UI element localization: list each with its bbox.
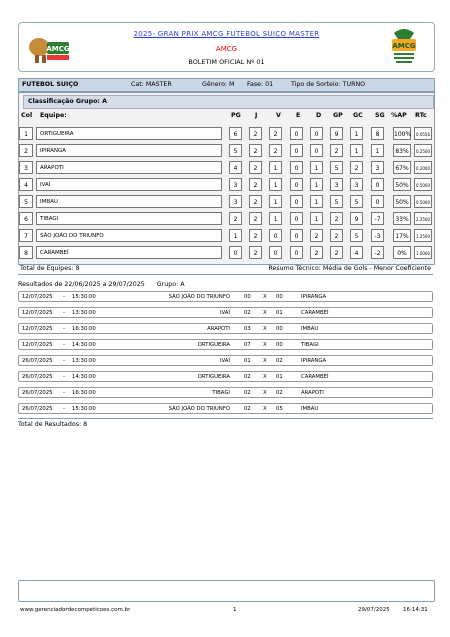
- cell-j: 2: [249, 127, 262, 140]
- home-score: 02: [244, 310, 251, 316]
- match-row: [18, 323, 433, 334]
- cell-gc: 1: [350, 144, 363, 157]
- draw-type: Tipo de Sorteio: TURNO: [291, 81, 366, 88]
- sport-name: FUTEBOL SUIÇO: [22, 81, 79, 88]
- cell-team: IPIRANGA: [36, 144, 222, 157]
- cell-d: 2: [310, 229, 323, 242]
- cell-pos: 5: [19, 195, 33, 208]
- home-score: 02: [244, 390, 251, 396]
- cell-gp: 2: [330, 229, 343, 242]
- col-header: GC: [353, 112, 363, 119]
- cell-d: 1: [310, 161, 323, 174]
- total-teams: Total de Equipes: 8: [20, 265, 80, 272]
- cell-pg: 6: [229, 127, 242, 140]
- away-team: IPIRANGA: [301, 294, 327, 300]
- away-score: 00: [276, 294, 283, 300]
- cell-ap: 17%: [393, 229, 411, 242]
- cell-sg: -3: [371, 229, 384, 242]
- results-period: Resultados de 22/06/2025 a 29/07/2025: [18, 281, 145, 288]
- separator: -: [63, 294, 65, 300]
- home-score: 02: [244, 374, 251, 380]
- home-team: IVAÍ: [219, 310, 230, 316]
- group-title: Classificação Grupo: A: [23, 95, 434, 109]
- cell-e: 0: [290, 246, 303, 259]
- report-header: [18, 22, 435, 72]
- home-score: 01: [244, 358, 251, 364]
- match-date: 26/07/2025: [22, 390, 53, 396]
- match-row: [18, 387, 433, 398]
- cell-sg: -7: [371, 212, 384, 225]
- cell-j: 2: [249, 161, 262, 174]
- cell-d: 0: [310, 127, 323, 140]
- cell-j: 2: [249, 246, 262, 259]
- cell-pos: 1: [19, 127, 33, 140]
- match-date: 26/07/2025: [22, 374, 53, 380]
- col-header: RTc: [415, 112, 427, 119]
- technical-summary: Resumo Técnico: Média de Gols - Menor Coeficiente: [268, 265, 431, 272]
- cell-rtc: 2.2500: [414, 212, 432, 225]
- match-date: 26/07/2025: [22, 358, 53, 364]
- match-time: 14:30:00: [72, 374, 96, 380]
- match-date: 12/07/2025: [22, 326, 53, 332]
- cell-gp: 5: [330, 161, 343, 174]
- cell-ap: 83%: [393, 144, 411, 157]
- cell-e: 0: [290, 212, 303, 225]
- svg-text:AMCG: AMCG: [46, 45, 70, 53]
- separator: -: [63, 342, 65, 348]
- match-row: [18, 339, 433, 350]
- cell-d: 2: [310, 246, 323, 259]
- home-team: IVAÍ: [219, 358, 230, 364]
- organization-name: AMCG: [215, 45, 238, 53]
- cell-v: 2: [269, 127, 282, 140]
- cell-pos: 7: [19, 229, 33, 242]
- versus: X: [263, 406, 267, 412]
- cell-team: TIBAGI: [36, 212, 222, 225]
- competition-info-bar: [18, 78, 435, 92]
- cell-j: 2: [249, 212, 262, 225]
- footer-date: 29/07/2025: [358, 607, 390, 613]
- cell-v: 2: [269, 144, 282, 157]
- home-score: 03: [244, 326, 251, 332]
- results-total: Total de Resultados: 8: [18, 418, 433, 430]
- away-score: 01: [276, 374, 283, 380]
- cell-ap: 50%: [393, 178, 411, 191]
- home-score: 02: [244, 406, 251, 412]
- cell-pg: 0: [229, 246, 242, 259]
- match-row: [18, 291, 433, 302]
- cell-gp: 5: [330, 195, 343, 208]
- footer-time: 16:14:31: [403, 607, 428, 613]
- home-team: ORTIGUEIRA: [197, 374, 230, 380]
- gender: Gênero: M: [202, 81, 235, 88]
- results-heading: [18, 281, 185, 288]
- versus: X: [263, 294, 267, 300]
- cell-e: 0: [290, 161, 303, 174]
- col-header: SG: [375, 112, 385, 119]
- cell-team: IMBAU: [36, 195, 222, 208]
- col-header: V: [276, 112, 281, 119]
- cell-e: 0: [290, 144, 303, 157]
- cell-rtc: 0.0556: [414, 127, 432, 140]
- cell-gc: 2: [350, 161, 363, 174]
- versus: X: [263, 358, 267, 364]
- cell-gc: 5: [350, 195, 363, 208]
- cell-j: 2: [249, 178, 262, 191]
- svg-text:AMCG: AMCG: [392, 42, 416, 50]
- cell-ap: 50%: [393, 195, 411, 208]
- cell-gc: 3: [350, 178, 363, 191]
- cell-pos: 3: [19, 161, 33, 174]
- away-score: 00: [276, 342, 283, 348]
- cell-pos: 8: [19, 246, 33, 259]
- away-score: 05: [276, 406, 283, 412]
- cell-gc: 1: [350, 127, 363, 140]
- match-time: 14:30:00: [72, 342, 96, 348]
- table-row: [19, 246, 434, 261]
- col-header: GP: [333, 112, 343, 119]
- page-number: 1: [233, 607, 237, 613]
- table-row: [19, 161, 434, 176]
- category: Cat: MASTER: [131, 81, 172, 88]
- standings-totals: [18, 263, 433, 275]
- match-date: 12/07/2025: [22, 342, 53, 348]
- bulletin-number: BOLETIM OFICIAL Nº 01: [188, 58, 265, 66]
- home-score: 07: [244, 342, 251, 348]
- cell-gp: 2: [330, 144, 343, 157]
- home-team: ARAPOTI: [207, 326, 230, 332]
- away-score: 01: [276, 310, 283, 316]
- match-row: [18, 355, 433, 366]
- cell-gc: 4: [350, 246, 363, 259]
- cell-team: ORTIGUEIRA: [36, 127, 222, 140]
- col-header: Equipe:: [40, 112, 67, 119]
- cell-sg: 0: [371, 195, 384, 208]
- amcg-campos-gerais-logo: [380, 25, 428, 69]
- cell-sg: 8: [371, 127, 384, 140]
- versus: X: [263, 374, 267, 380]
- col-header: D: [316, 112, 322, 119]
- cell-ap: 0%: [393, 246, 411, 259]
- cell-pg: 4: [229, 161, 242, 174]
- col-header: %AP: [391, 112, 407, 119]
- cell-pg: 1: [229, 229, 242, 242]
- away-team: IMBAU: [301, 326, 319, 332]
- cell-pos: 4: [19, 178, 33, 191]
- table-header: [19, 112, 434, 122]
- versus: X: [263, 310, 267, 316]
- cell-rtc: 1.0000: [414, 246, 432, 259]
- cell-team: IVAÍ: [36, 178, 222, 191]
- footer-site-link[interactable]: www.gerenciadordecompeticoes.com.br: [20, 607, 131, 613]
- away-team: IPIRANGA: [301, 358, 327, 364]
- col-header: PG: [231, 112, 241, 119]
- col-header: E: [296, 112, 301, 119]
- away-score: 02: [276, 358, 283, 364]
- table-row: [19, 144, 434, 159]
- cell-v: 1: [269, 195, 282, 208]
- cell-gc: 5: [350, 229, 363, 242]
- away-team: IMBAU: [301, 406, 319, 412]
- versus: X: [263, 326, 267, 332]
- cell-pg: 2: [229, 212, 242, 225]
- match-time: 13:30:00: [72, 310, 96, 316]
- cell-gc: 9: [350, 212, 363, 225]
- cell-pos: 2: [19, 144, 33, 157]
- cell-d: 1: [310, 195, 323, 208]
- separator: -: [63, 326, 65, 332]
- cell-sg: 0: [371, 178, 384, 191]
- tournament-title[interactable]: 2025- GRAN PRIX AMCG FUTEBOL SUIÇO MASTER: [133, 30, 320, 38]
- cell-e: 0: [290, 178, 303, 191]
- versus: X: [263, 390, 267, 396]
- away-team: TIBAGI: [301, 342, 319, 348]
- separator: -: [63, 310, 65, 316]
- cell-ap: 100%: [393, 127, 411, 140]
- cell-e: 0: [290, 229, 303, 242]
- away-score: 02: [276, 390, 283, 396]
- cell-team: CARAMBEÍ: [36, 246, 222, 259]
- table-row: [19, 195, 434, 210]
- col-header: Col: [21, 112, 33, 119]
- cell-rtc: 0.2500: [414, 144, 432, 157]
- cell-j: 2: [249, 195, 262, 208]
- home-team: ORTIGUEIRA: [197, 342, 230, 348]
- cell-e: 0: [290, 127, 303, 140]
- cell-pg: 3: [229, 178, 242, 191]
- table-row: [19, 212, 434, 227]
- table-row: [19, 229, 434, 244]
- cell-v: 1: [269, 212, 282, 225]
- cell-v: 0: [269, 246, 282, 259]
- cell-pg: 5: [229, 144, 242, 157]
- cell-rtc: 0.2000: [414, 161, 432, 174]
- cell-gp: 3: [330, 178, 343, 191]
- home-score: 00: [244, 294, 251, 300]
- match-row: [18, 403, 433, 414]
- cell-d: 0: [310, 144, 323, 157]
- results-group: Grupo: A: [156, 281, 185, 288]
- cell-ap: 67%: [393, 161, 411, 174]
- separator: -: [63, 390, 65, 396]
- cell-v: 1: [269, 178, 282, 191]
- match-date: 26/07/2025: [22, 406, 53, 412]
- table-row: [19, 178, 434, 193]
- match-date: 12/07/2025: [22, 294, 53, 300]
- cell-j: 2: [249, 144, 262, 157]
- cell-gp: 2: [330, 212, 343, 225]
- table-row: [19, 127, 434, 142]
- cell-v: 1: [269, 161, 282, 174]
- away-score: 00: [276, 326, 283, 332]
- cell-team: SÃO JOÃO DO TRIUNFO: [36, 229, 222, 242]
- separator: -: [63, 374, 65, 380]
- cell-pos: 6: [19, 212, 33, 225]
- match-row: [18, 307, 433, 318]
- match-time: 15:30:00: [72, 294, 96, 300]
- match-time: 16:30:00: [72, 390, 96, 396]
- col-header: J: [255, 112, 258, 119]
- away-team: ARAPOTI: [301, 390, 324, 396]
- phase: Fase: 01: [247, 81, 274, 88]
- cell-pg: 3: [229, 195, 242, 208]
- match-time: 13:30:00: [72, 358, 96, 364]
- cell-ap: 33%: [393, 212, 411, 225]
- home-team: TIBAGI: [212, 390, 230, 396]
- standings-table: [18, 92, 435, 265]
- match-row: [18, 371, 433, 382]
- cell-j: 2: [249, 229, 262, 242]
- cell-v: 0: [269, 229, 282, 242]
- cell-gp: 2: [330, 246, 343, 259]
- cell-d: 1: [310, 212, 323, 225]
- cell-e: 0: [290, 195, 303, 208]
- notes-box: [18, 580, 435, 602]
- cell-sg: -2: [371, 246, 384, 259]
- versus: X: [263, 342, 267, 348]
- separator: -: [63, 406, 65, 412]
- cell-sg: 3: [371, 161, 384, 174]
- match-time: 16:30:00: [72, 326, 96, 332]
- home-team: SÃO JOÃO DO TRIUNFO: [168, 406, 230, 412]
- cell-team: ARAPOTI: [36, 161, 222, 174]
- cell-d: 1: [310, 178, 323, 191]
- match-time: 15:30:00: [72, 406, 96, 412]
- match-date: 12/07/2025: [22, 310, 53, 316]
- cell-rtc: 0.5000: [414, 178, 432, 191]
- away-team: CARAMBEÍ: [301, 310, 329, 316]
- cell-rtc: 1.2500: [414, 229, 432, 242]
- away-team: CARAMBEÍ: [301, 374, 329, 380]
- cell-sg: 1: [371, 144, 384, 157]
- cell-rtc: 0.5000: [414, 195, 432, 208]
- cell-gp: 9: [330, 127, 343, 140]
- separator: -: [63, 358, 65, 364]
- home-team: SÃO JOÃO DO TRIUNFO: [168, 294, 230, 300]
